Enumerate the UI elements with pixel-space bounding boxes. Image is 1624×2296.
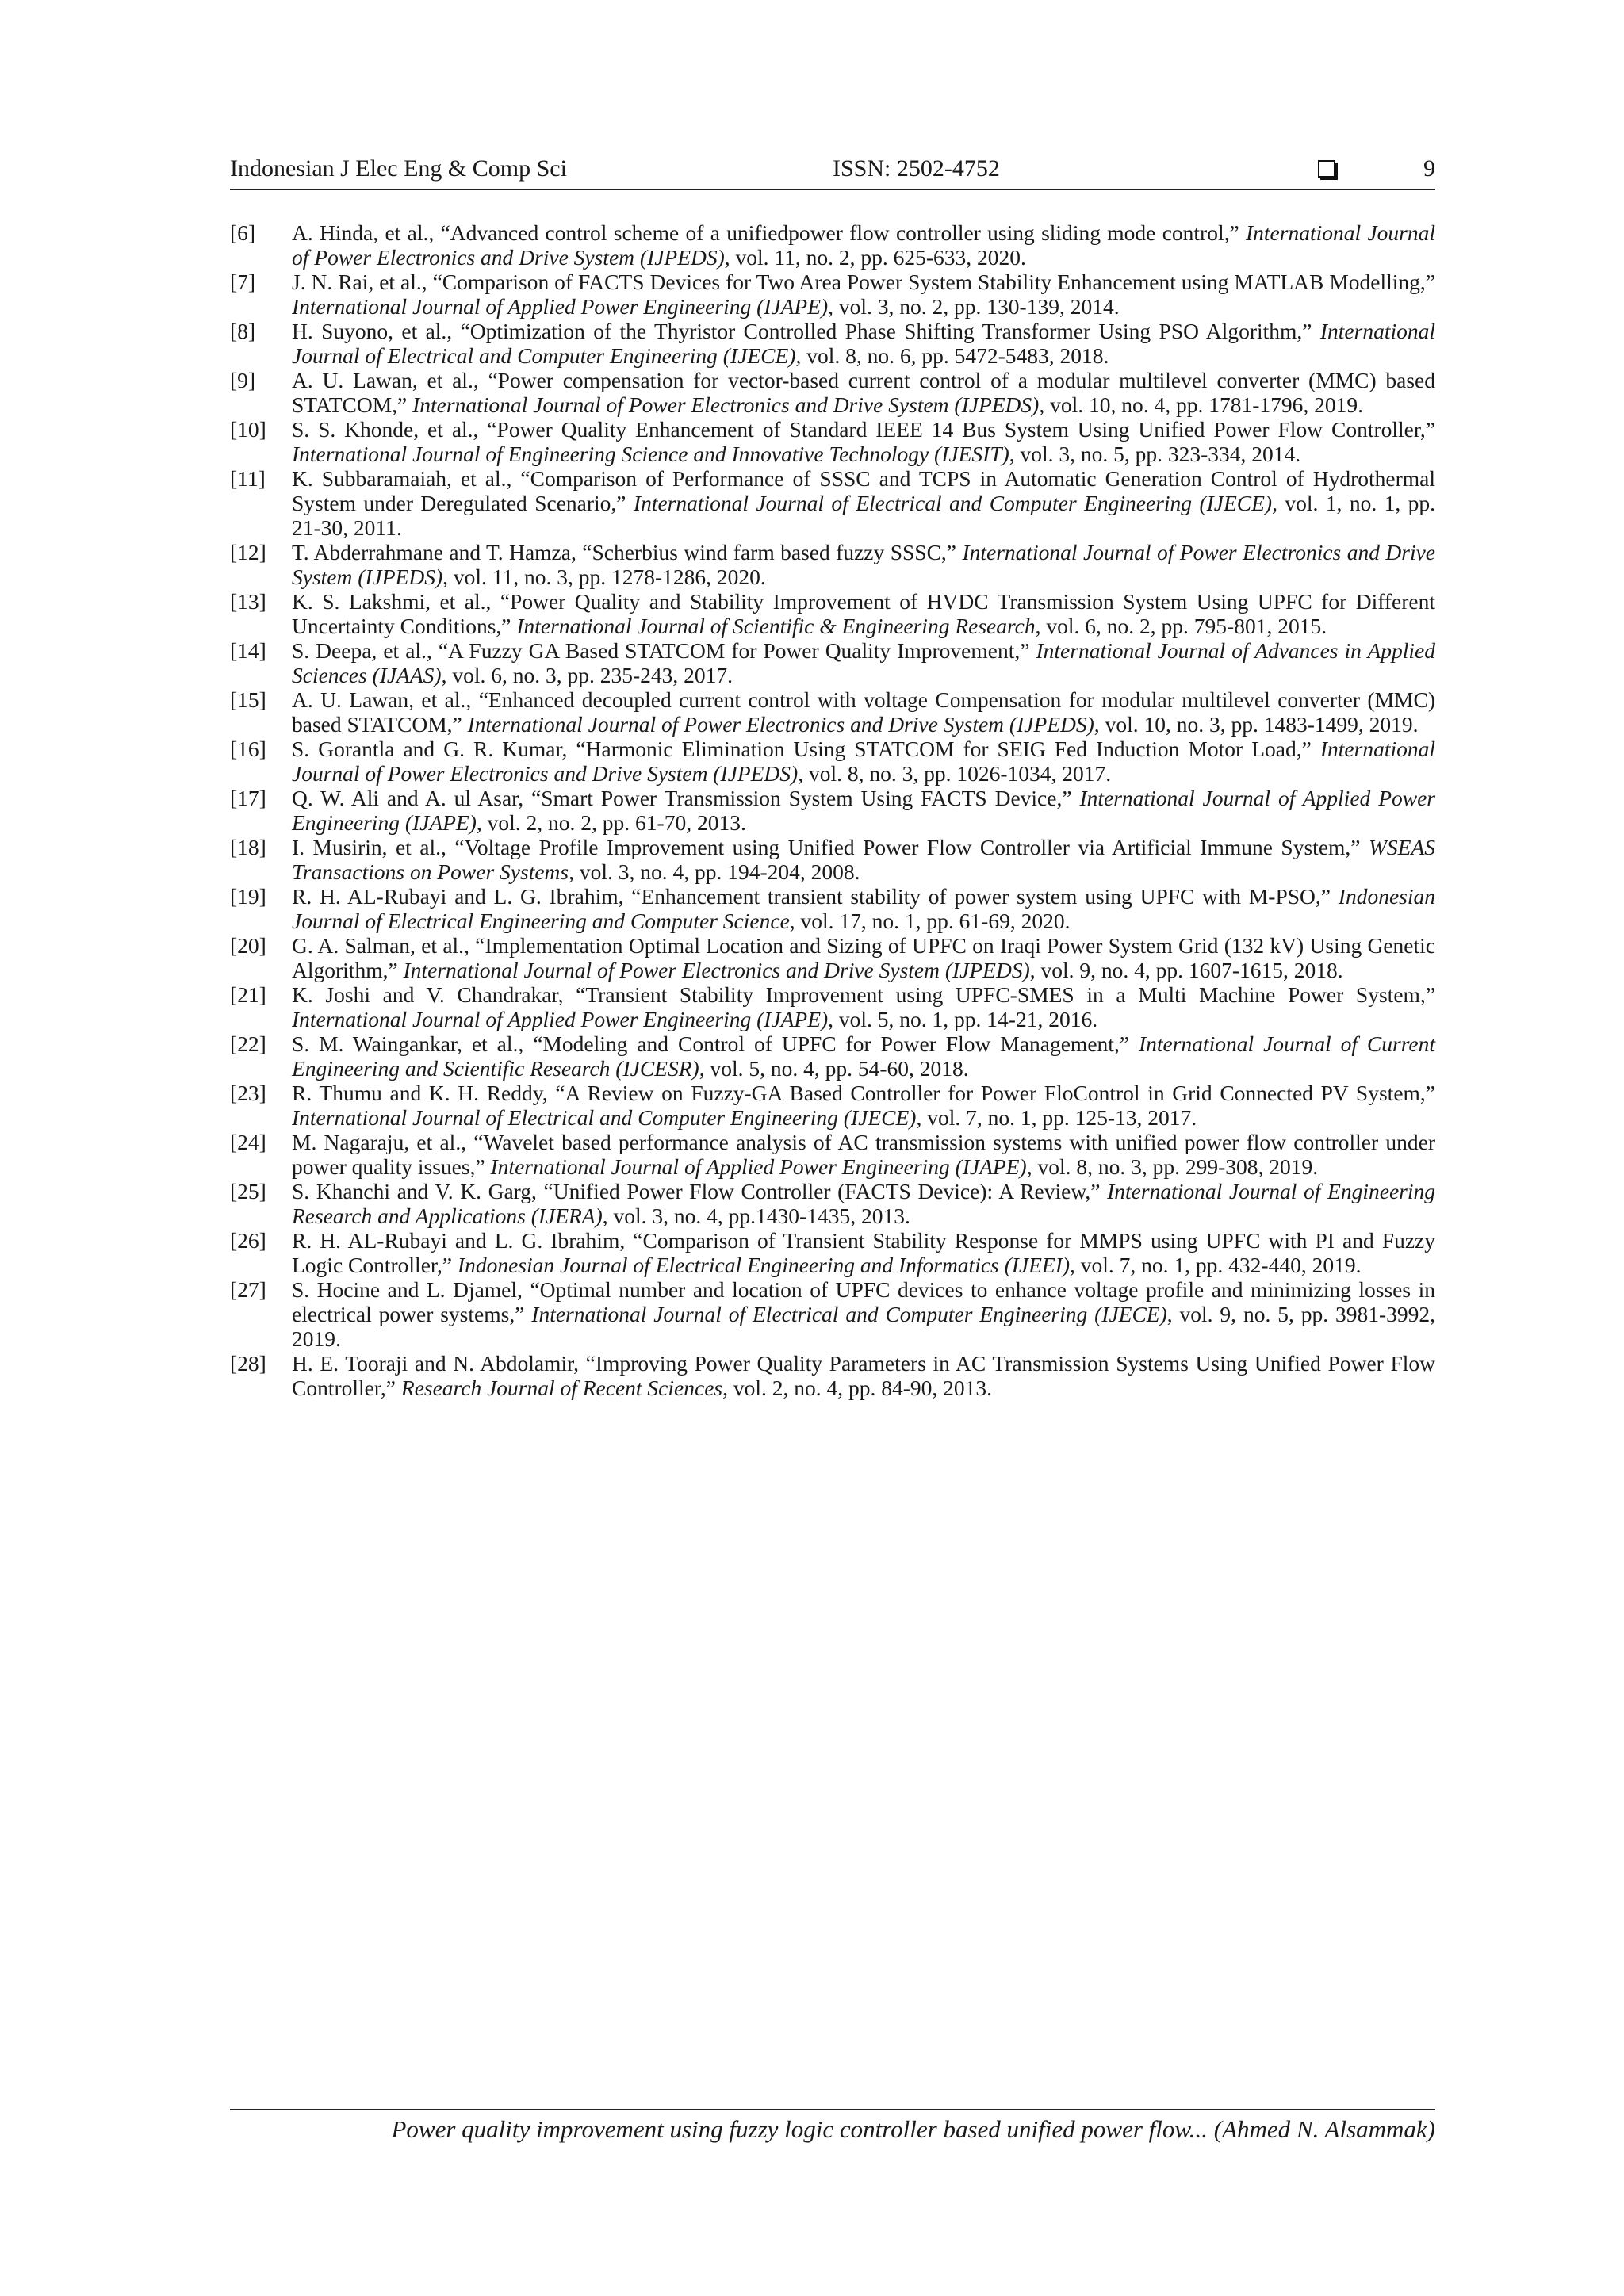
reference-details: , vol. 9, no. 5, pp. 3981-3992, 2019. — [292, 1302, 1435, 1351]
reference-journal: International Journal of Applied Power Engineering (IJAPE) — [292, 1007, 829, 1031]
reference-authors-title: J. N. Rai, et al., “Comparison of FACTS Devices for Two Area Power System Stability Enhancement using MATLAB Modelling,” — [292, 270, 1435, 294]
reference-journal: International Journal of Electrical and Computer Engineering (IJECE) — [292, 319, 1435, 368]
page-number: 9 — [1423, 155, 1435, 182]
reference-journal: Research Journal of Recent Sciences — [400, 1376, 723, 1400]
reference-details: , vol. 2, no. 4, pp. 84-90, 2013. — [722, 1376, 993, 1400]
reference-details: , vol. 6, no. 3, pp. 235-243, 2017. — [441, 663, 733, 687]
reference-item — [230, 466, 1435, 540]
reference-authors-title: S. S. Khonde, et al., “Power Quality Enhancement of Standard IEEE 14 Bus System Using Unified Power Flow Controller,” — [292, 417, 1435, 442]
reference-details: , vol. 3, no. 4, pp. 194-204, 2008. — [569, 859, 860, 884]
reference-item — [230, 786, 1435, 835]
reference-details: vol. 1, no. 1, pp. 21-30, 2011. — [292, 491, 1436, 540]
square-icon — [1318, 160, 1335, 178]
reference-details: , vol. 3, no. 4, pp.1430-1435, 2013. — [602, 1203, 910, 1228]
reference-number: [27] — [230, 1277, 266, 1302]
reference-authors-title: R. H. AL-Rubayi and L. G. Ibrahim, “Enhancement transient stability of power system using UPFC with M-PSO,” — [292, 884, 1339, 909]
reference-list — [230, 220, 1435, 1400]
reference-authors-title: Q. W. Ali and A. ul Asar, “Smart Power Transmission System Using FACTS Device,” — [292, 786, 1080, 810]
reference-authors-title: S. Gorantla and G. R. Kumar, “Harmonic Elimination Using STATCOM for SEIG Fed Induction Motor Load,” — [292, 737, 1320, 761]
reference-authors-title: K. S. Lakshmi, et al., “Power Quality and Stability Improvement of HVDC Transmission System Using UPFC for Different Uncertainty Conditions,” — [292, 589, 1435, 638]
reference-authors-title: K. Subbaramaiah, et al., “Comparison of Performance of SSSC and TCPS in Automatic Generation Control of Hydrothermal System under Deregulated Scenario,” — [292, 466, 1435, 515]
reference-journal: International Journal of Power Electronics and Drive System (IJPEDS), — [292, 737, 1435, 786]
reference-number: [16] — [230, 737, 266, 761]
reference-number: [14] — [230, 638, 266, 663]
reference-number: [8] — [230, 319, 256, 343]
reference-number: [12] — [230, 540, 266, 564]
reference-item — [230, 1130, 1435, 1179]
reference-number: [22] — [230, 1031, 266, 1056]
reference-details: , vol. 5, no. 1, pp. 14-21, 2016. — [828, 1007, 1098, 1031]
reference-details: vol. 8, no. 3, pp. 1026-1034, 2017. — [803, 761, 1112, 786]
reference-authors-title: M. Nagaraju, et al., “Wavelet based performance analysis of AC transmission systems with unified power flow controller under power quality issues,” — [292, 1130, 1435, 1179]
reference-authors-title: R. Thumu and K. H. Reddy, “A Review on Fuzzy-GA Based Controller for Power FloControl in Grid Connected PV System,” — [292, 1081, 1435, 1105]
reference-number: [11] — [230, 466, 266, 491]
reference-authors-title: A. U. Lawan, et al., “Power compensation for vector-based current control of a modular multilevel converter (MMC) based STATCOM,” — [292, 368, 1435, 417]
reference-journal: International Journal of Power Electronics and Drive System (IJPEDS) — [403, 958, 1030, 982]
reference-journal: International Journal of Power Electronics and Drive System (IJPEDS) — [292, 540, 1435, 589]
reference-authors-title: I. Musirin, et al., “Voltage Profile Improvement using Unified Power Flow Controller via Artificial Immune System,” — [292, 835, 1369, 859]
reference-details: vol. 7, no. 1, pp. 432-440, 2019. — [1074, 1253, 1362, 1277]
issn: ISSN: 2502-4752 — [833, 155, 1000, 182]
reference-journal: International Journal of Engineering Research and Applications (IJERA) — [292, 1179, 1435, 1228]
reference-number: [6] — [230, 220, 256, 245]
reference-details: , vol. 8, no. 3, pp. 299-308, 2019. — [1026, 1154, 1319, 1179]
reference-journal: International Journal of Applied Power Engineering (IJAPE) — [490, 1154, 1027, 1179]
reference-details: , vol. 9, no. 4, pp. 1607-1615, 2018. — [1029, 958, 1343, 982]
page-header — [230, 155, 1435, 190]
reference-item — [230, 368, 1435, 417]
reference-item — [230, 687, 1435, 737]
reference-item — [230, 1277, 1435, 1351]
reference-journal: International Journal of Power Electronics and Drive System (IJPEDS) — [412, 392, 1040, 417]
reference-journal: International Journal of Current Engineering and Scientific Research (IJCESR) — [292, 1031, 1435, 1081]
reference-item — [230, 737, 1435, 786]
reference-authors-title: K. Joshi and V. Chandrakar, “Transient Stability Improvement using UPFC-SMES in a Multi Machine Power System,” — [292, 982, 1435, 1007]
reference-item — [230, 1228, 1435, 1277]
reference-details: , vol. 3, no. 2, pp. 130-139, 2014. — [828, 294, 1120, 319]
reference-authors-title: R. H. AL-Rubayi and L. G. Ibrahim, “Comparison of Transient Stability Response for MMPS using UPFC with PI and Fuzzy Logic Controller,” — [292, 1228, 1435, 1277]
reference-details: , vol. 2, no. 2, pp. 61-70, 2013. — [476, 810, 746, 835]
reference-item — [230, 982, 1435, 1031]
reference-journal: Indonesian Journal of Electrical Engineering and Computer Science — [292, 884, 1435, 933]
reference-details: , vol. 7, no. 1, pp. 125-13, 2017. — [916, 1105, 1197, 1130]
reference-number: [18] — [230, 835, 266, 859]
reference-journal: International Journal of Power Electronics and Drive System (IJPEDS), — [292, 220, 1435, 270]
reference-number: [17] — [230, 786, 266, 810]
reference-number: [9] — [230, 368, 256, 392]
reference-authors-title: T. Abderrahmane and T. Hamza, “Scherbius wind farm based fuzzy SSSC,” — [292, 540, 963, 564]
reference-journal: International Journal of Power Electronics and Drive System (IJPEDS), — [467, 712, 1100, 737]
reference-journal: International Journal of Applied Power Engineering (IJAPE) — [292, 294, 829, 319]
reference-journal: Indonesian Journal of Electrical Engineering and Informatics (IJEEI), — [457, 1253, 1075, 1277]
reference-details: vol. 11, no. 2, pp. 625-633, 2020. — [730, 245, 1026, 270]
reference-item — [230, 1179, 1435, 1228]
reference-journal: International Journal of Electrical and Computer Engineering (IJECE) — [531, 1302, 1167, 1326]
reference-authors-title: S. Khanchi and V. K. Garg, “Unified Power Flow Controller (FACTS Device): A Review,” — [292, 1179, 1108, 1203]
reference-details: , vol. 10, no. 4, pp. 1781-1796, 2019. — [1039, 392, 1363, 417]
reference-number: [20] — [230, 933, 266, 958]
reference-details: vol. 10, no. 3, pp. 1483-1499, 2019. — [1099, 712, 1419, 737]
reference-details: , vol. 8, no. 6, pp. 5472-5483, 2018. — [795, 343, 1109, 368]
reference-authors-title: H. E. Tooraji and N. Abdolamir, “Improving Power Quality Parameters in AC Transmission Systems Using Unified Power Flow Controller,” — [292, 1351, 1435, 1400]
reference-details: , vol. 6, no. 2, pp. 795-801, 2015. — [1035, 614, 1327, 638]
footer-rule — [230, 2109, 1435, 2110]
reference-journal: International Journal of Scientific & Engineering Research — [516, 614, 1036, 638]
reference-item — [230, 884, 1435, 933]
reference-journal: International Journal of Electrical and Computer Engineering (IJECE) — [292, 1105, 917, 1130]
reference-details: , vol. 11, no. 3, pp. 1278-1286, 2020. — [442, 564, 766, 589]
reference-number: [25] — [230, 1179, 266, 1203]
reference-item — [230, 319, 1435, 368]
reference-journal: International Journal of Engineering Science and Innovative Technology (IJESIT) — [292, 442, 1009, 466]
reference-authors-title: A. U. Lawan, et al., “Enhanced decoupled current control with voltage Compensation for modular multilevel converter (MMC) based STATCOM,” — [292, 687, 1435, 737]
reference-details: , vol. 3, no. 5, pp. 323-334, 2014. — [1009, 442, 1301, 466]
reference-authors-title: A. Hinda, et al., “Advanced control scheme of a unifiedpower flow controller using sliding mode control,” — [292, 220, 1246, 245]
reference-number: [21] — [230, 982, 266, 1007]
reference-details: , vol. 17, no. 1, pp. 61-69, 2020. — [789, 909, 1071, 933]
reference-number: [19] — [230, 884, 266, 909]
reference-item — [230, 270, 1435, 319]
reference-authors-title: S. M. Waingankar, et al., “Modeling and Control of UPFC for Power Flow Management,” — [292, 1031, 1139, 1056]
reference-journal: International Journal of Advances in Applied Sciences (IJAAS) — [292, 638, 1436, 687]
reference-item — [230, 220, 1435, 270]
reference-authors-title: S. Hocine and L. Djamel, “Optimal number and location of UPFC devices to enhance voltage profile and minimizing losses in electrical power systems,” — [292, 1277, 1435, 1326]
reference-item — [230, 1081, 1435, 1130]
reference-item — [230, 1351, 1435, 1400]
reference-authors-title: H. Suyono, et al., “Optimization of the Thyristor Controlled Phase Shifting Transformer Using PSO Algorithm,” — [292, 319, 1320, 343]
reference-number: [23] — [230, 1081, 266, 1105]
reference-authors-title: S. Deepa, et al., “A Fuzzy GA Based STATCOM for Power Quality Improvement,” — [292, 638, 1036, 663]
journal-name: Indonesian J Elec Eng & Comp Sci — [230, 155, 567, 182]
reference-number: [24] — [230, 1130, 266, 1154]
reference-item — [230, 933, 1435, 982]
reference-details: , vol. 5, no. 4, pp. 54-60, 2018. — [699, 1056, 969, 1081]
reference-number: [7] — [230, 270, 256, 294]
reference-journal: WSEAS Transactions on Power Systems — [292, 835, 1435, 884]
reference-item — [230, 589, 1435, 638]
reference-item — [230, 835, 1435, 884]
reference-authors-title: G. A. Salman, et al., “Implementation Optimal Location and Sizing of UPFC on Iraqi Power System Grid (132 kV) Using Genetic Algorithm,” — [292, 933, 1435, 982]
reference-item — [230, 638, 1435, 687]
reference-number: [26] — [230, 1228, 266, 1253]
reference-number: [15] — [230, 687, 266, 712]
reference-number: [13] — [230, 589, 266, 614]
reference-item — [230, 1031, 1435, 1081]
reference-item — [230, 540, 1435, 589]
reference-number: [10] — [230, 417, 266, 442]
reference-journal: International Journal of Electrical and Computer Engineering (IJECE), — [633, 491, 1277, 515]
reference-number: [28] — [230, 1351, 266, 1376]
reference-item — [230, 417, 1435, 466]
reference-journal: International Journal of Applied Power Engineering (IJAPE) — [292, 786, 1435, 835]
running-footer: Power quality improvement using fuzzy logic controller based unified power flow... (Ahmed N. Alsammak) — [391, 2115, 1435, 2143]
